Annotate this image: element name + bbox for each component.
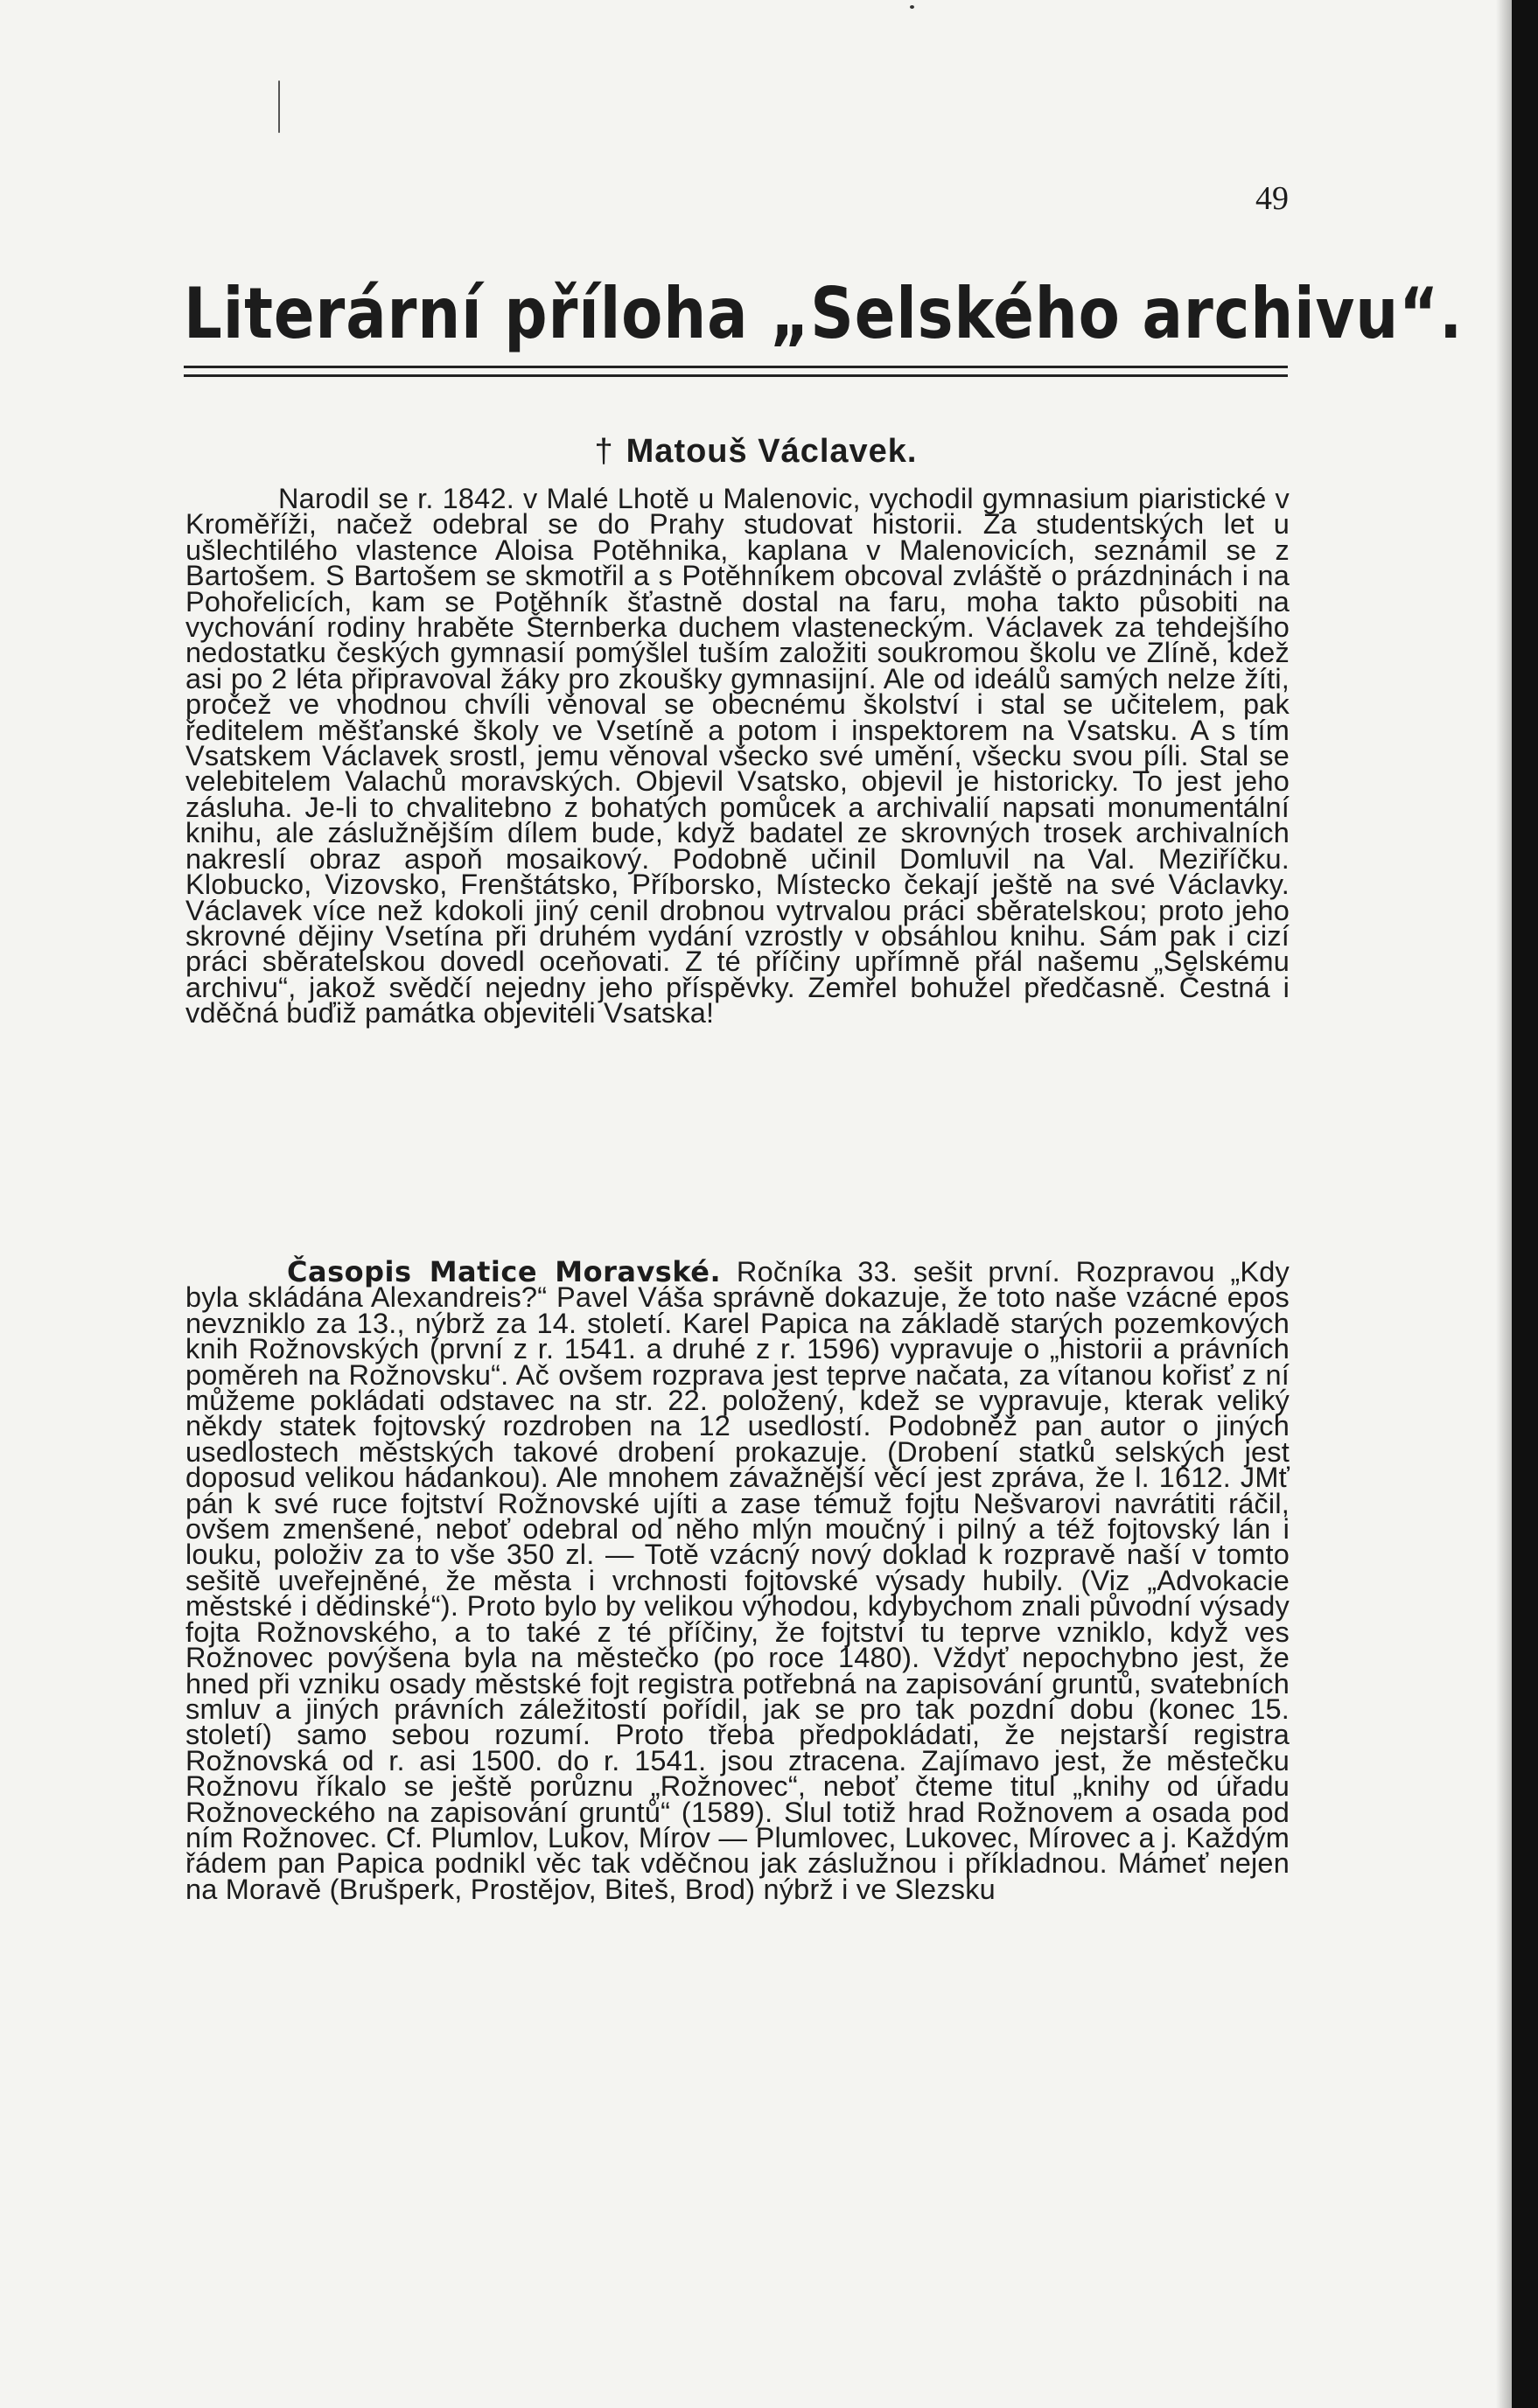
obituary-heading bbox=[0, 433, 1512, 471]
review-paragraph bbox=[185, 1255, 1290, 1905]
title-rule-top bbox=[184, 366, 1288, 368]
review-text: Ročníka 33. sešit první. Rozpravou „Kdy byla skládána Alexandreis?“ Pavel Váša správně dokazuje, že toto naše vzácné epos nevzniklo za 13., nýbrž za 14. století. Karel Papica na základě starých pozemkových knih Rožnovských (první z r. 1541. a druhé z r. 1596) vypravuje o „historii a právních poměreh na Rožnovsku“. Ač ovšem rozprava jest teprve načata, za vítanou kořisť z ní můžeme pokládati odstavec na str. 22. položený, kdež se vypravuje, kterak veliký někdy statek fojtovský rozdroben na 12 usedlostí. Podobněž pan autor o jiných usedlostech městských takové drobení prokazuje. (Drobení statků selských jest doposud velikou hádankou). Ale mnohem závažnější věcí jest zpráva, že l. 1612. JMť pán k své ruce fojtství Rožnovské ujíti a zase témuž fojtu Nešvarovi navrátiti ráčil, ovšem zmenšené, neboť odebral od něho mlýn moučný i pilný a též fojtovský lán i louku, položiv za to vše 350 zl. — Totě vzácný nový doklad k rozpravě naší v tomto sešitě uveřejněné, že města i vrchnosti fojtovské výsady hubily. (Viz „Advokacie městské i dědinské“). Proto bylo by velikou výhodou, kdybychom znali původní výsady fojta Rožnovského, a to také z té příčiny, že fojtství tu teprve vzniklo, když ves Rožnovec povýšena byla na městečko (po roce 1480). Vždyť nepochybno jest, že hned při vzniku osady městské fojt registra potřebná na zapisování gruntů, svatebních smluv a jiných právních záležitostí pořídil, jak se pro tak pozdní dobu (konec 15. století) samo sebou rozumí. Proto třeba předpokládati, že nejstarší registra Rožnovská od r. asi 1500. do r. 1541. jsou ztracena. Zajímavo jest, že městečku Rožnovu říkalo se ještě porůznu „Rožnovec“, neboť čteme titul „knihy od úřadu Rožnoveckého na zapisování gruntů“ (1589). Slul totiž hrad Rožnovem a osada pod ním Rožnovec. Cf. Plumlov, Lukov, Mírov — Plumlovec, Lukovec, Mírovec a j. Každým řádem pan Papica podnikl věc tak vděčnou jak záslužnou i příkladnou. Mámeť nejen na Moravě (Brušperk, Prostějov, Biteš, Brod) nýbrž i ve Slezsku bbox=[185, 1256, 1290, 1905]
page-number: 49 bbox=[1255, 180, 1289, 217]
scan-speck bbox=[278, 80, 280, 133]
scan-edge-shadow bbox=[1496, 0, 1512, 2408]
obituary-paragraph: Narodil se r. 1842. v Malé Lhotě u Malenovic, vychodil gymnasium piaristické v Kroměříži, načež odebral se do Prahy studovat historii. Za studentských let u ušlechtilého vlastence Aloisa Potěhnika, kaplana v Malenovicích, seznámil se z Bartošem. S Bartošem se skmotřil a s Potěhníkem obcoval zvláště o prázdninách i na Pohořelicích, kam se Potěhník šťastně dostal na faru, moha takto působiti na vychování rodiny hraběte Šternberka duchem vlasteneckým. Václavek za tehdejšího nedostatku českých gymnasií pomýšlel tuším založiti soukromou školu ve Zlíně, kdež asi po 2 léta připravoval žáky pro zkoušky gymnasijní. Ale od ideálů samých nelze žíti, pročež ve vhodnou chvíli věnoval se obecnému školství i stal se učitelem, pak ředitelem měšťanské školy ve Vsetíně a potom i inspektorem na Vsatsku. A s tím Vsatskem Václavek srostl, jemu věnoval všecko své umění, všecku svou píli. Stal se velebitelem Valachů moravských. Objevil Vsatsko, objevil je historicky. To jest jeho zásluha. Je-li to chvalitebno z bohatých pomůcek a archivalií napsati monumentální knihu, ale záslužnějším dílem bude, když badatel ze skrovných trosek archivalních nakreslí obraz aspoň mosaikový. Podobně učinil Domluvil na Val. Meziříčku. Klobucko, Vizovsko, Frenštátsko, Příborsko, Místecko čekají ještě na své Václavky. Václavek více než kdokoli jiný cenil drobnou vytrvalou práci sběratelskou; proto jeho skrovné dějiny Vsetína při druhém vydání vzrostly v obsáhlou knihu. Sám pak i cizí práci sběratelskou dovedl oceňovati. Z té příčiny upřímně přál našemu „Selskému archivu“, jakož svědčí nejedny jeho příspěvky. Zemřel bohužel předčasně. Čestná i vděčná buďiž památka objeviteli Vsatska! bbox=[185, 483, 1290, 1030]
journal-title: Časopis Matice Moravské. bbox=[287, 1255, 722, 1288]
cross-symbol: † bbox=[594, 433, 614, 470]
page-title: Literární příloha „Selského archivu“. bbox=[184, 273, 1464, 354]
scan-speck bbox=[910, 5, 914, 9]
obituary-heading-text: Matouš Václavek. bbox=[626, 433, 918, 470]
title-rule-bottom bbox=[184, 374, 1288, 377]
